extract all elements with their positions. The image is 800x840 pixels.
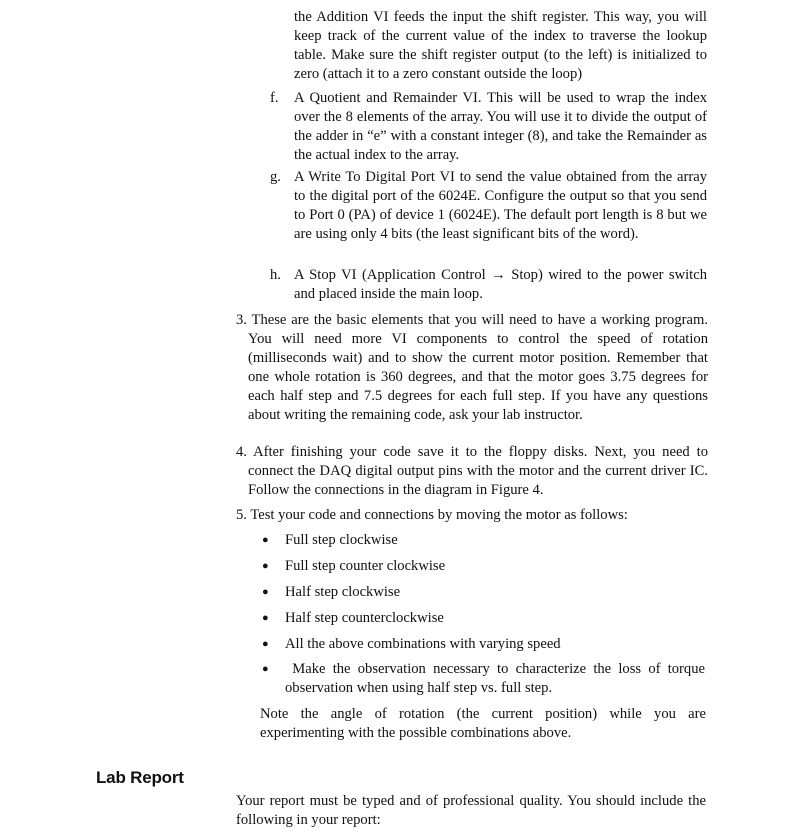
sub-step-e-continuation: the Addition VI feeds the input the shift register. This way, you will keep track of the current value of the index to traverse the lookup table. Make sure the shift register output (to the left) is initialized to zero (attach it to a zero constant outside the loop) (294, 9, 707, 82)
bullet-item: Full step clockwise (285, 532, 398, 548)
numbered-step-4: 4. After finishing your code save it to the floppy disks. Next, you need to connect the DAQ digital output pins with the motor and the current driver IC. Follow the connections in the diagram in Figure 4. (236, 444, 708, 498)
note-paragraph: Note the angle of rotation (the current position) while you are experimenting with the possible combinations above. (260, 706, 706, 741)
numbered-step-3: 3. These are the basic elements that you will need to have a working program. You will need more VI components to control the speed of rotation (milliseconds wait) and to show the current motor position. Remember that one whole rotation is 360 degrees, and that the motor goes 3.75 degrees for each half step and 7.5 degrees for each full step. If you have any questions about writing the remaining code, ask your lab instructor. (236, 312, 708, 423)
bullet-dot-icon: ● (262, 534, 269, 546)
bullet-dot-icon: ● (262, 586, 269, 598)
sub-step-h: A Stop VI (Application Control → Stop) wired to the power switch and placed inside the main loop. (294, 267, 707, 302)
lab-report-heading: Lab Report (96, 768, 184, 787)
sub-step-f: A Quotient and Remainder VI. This will be used to wrap the index over the 8 elements of the array. You will use it to divide the output of the adder in “e” with a constant integer (8), and take the Remainder as the actual index to the array. (294, 90, 707, 163)
sub-step-marker: g. (270, 169, 281, 185)
numbered-step-5: 5. Test your code and connections by moving the motor as follows: (236, 507, 628, 523)
bullet-dot-icon: ● (262, 663, 269, 675)
sub-step-marker: f. (270, 90, 279, 106)
bullet-dot-icon: ● (262, 612, 269, 624)
bullet-item: Make the observation necessary to characterize the loss of torque observation when using half step vs. full step. (285, 661, 709, 696)
lab-report-intro: Your report must be typed and of professional quality. You should include the following in your report: (236, 793, 706, 828)
sub-step-g: A Write To Digital Port VI to send the value obtained from the array to the digital port of the 6024E. Configure the output so that you send to Port 0 (PA) of device 1 (6024E). The default port length is 8 but we are using only 4 bits (the least significant bits of the word). (294, 169, 707, 242)
bullet-dot-icon: ● (262, 560, 269, 572)
bullet-item: Half step clockwise (285, 584, 401, 600)
sub-step-marker: h. (270, 267, 281, 283)
bullet-dot-icon: ● (262, 638, 269, 650)
bullet-item: Half step counterclockwise (285, 610, 444, 626)
bullet-item: Full step counter clockwise (285, 558, 446, 574)
bullet-item: All the above combinations with varying speed (285, 636, 561, 652)
